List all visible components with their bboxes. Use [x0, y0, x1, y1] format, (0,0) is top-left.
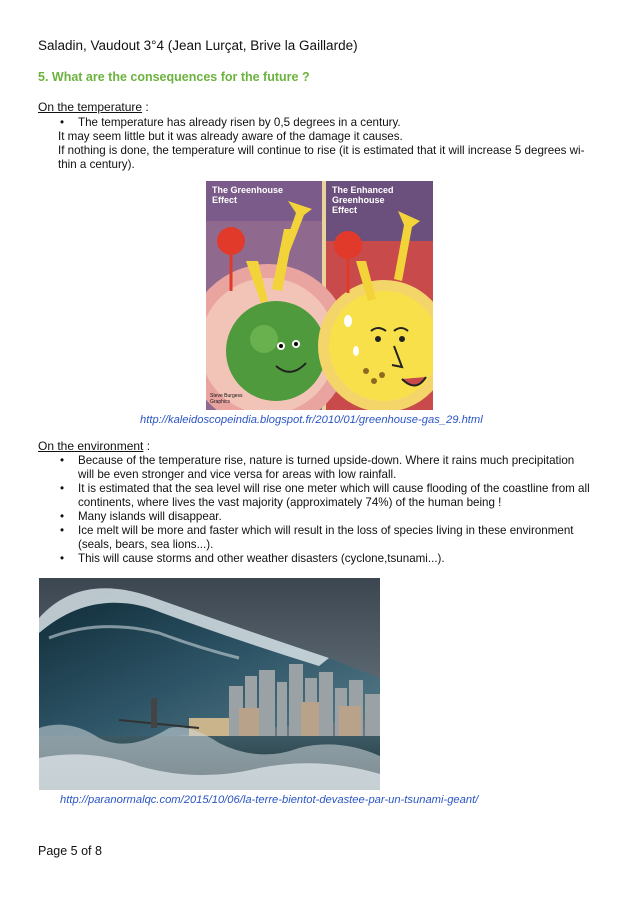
list-item: This will cause storms and other weather disasters (cyclone,tsunami...). [78, 552, 445, 565]
list-item: It is estimated that the sea level will rise one meter which will cause flooding of the coastline from all [78, 482, 590, 495]
bullet-marker: • [60, 524, 65, 537]
bullet-marker: • [60, 454, 65, 467]
temperature-line-3: If nothing is done, the temperature will continue to rise (it is estimated that it will increase 5 degrees wi- [58, 144, 585, 157]
temperature-bullets [58, 116, 401, 130]
bullet-marker: • [60, 482, 65, 495]
list-item-continuation: will be even stronger and vice versa for areas with low rainfall. [78, 468, 397, 481]
environment-heading-text: On the environment [38, 439, 144, 453]
figure2-caption-link[interactable]: http://paranormalqc.com/2015/10/06/la-terre-bientot-devastee-par-un-tsunami-geant/ [60, 794, 479, 806]
temperature-line-4: thin a century). [58, 158, 135, 171]
bullet-marker: • [60, 510, 65, 523]
list-item-continuation: (seals, bears, sea lions...). [78, 538, 214, 551]
list-item: Ice melt will be more and faster which will result in the loss of species living in these environment [78, 524, 574, 537]
bullet-marker: • [60, 552, 65, 565]
illustration-credit: Steve Burgess Graphics [210, 393, 243, 405]
list-item-continuation: continents, where lives the vast majority (approximately 74%) of the human being ! [78, 496, 502, 509]
greenhouse-effect-illustration [206, 181, 433, 410]
section-title: 5. What are the consequences for the future ? [38, 70, 310, 84]
figure1-caption-link[interactable]: http://kaleidoscopeindia.blogspot.fr/2010/01/greenhouse-gas_29.html [140, 414, 483, 426]
tsunami-city-photo [39, 578, 380, 790]
environment-heading-colon: : [143, 439, 151, 453]
environment-heading [38, 439, 150, 453]
left-panel-label: The Greenhouse Effect [212, 185, 284, 205]
list-item: • The temperature has already risen by 0,5 degrees in a century. [58, 116, 401, 130]
page-header: Saladin, Vaudout 3°4 (Jean Lurçat, Brive la Gaillarde) [38, 38, 358, 53]
temperature-heading-text: On the temperature [38, 100, 143, 114]
page-number: Page 5 of 8 [38, 844, 102, 858]
list-item: Because of the temperature rise, nature is turned upside-down. Where it rains much precipitation [78, 454, 575, 467]
greenhouse-cartoon-graphic [206, 181, 433, 410]
list-item: Many islands will disappear. [78, 510, 222, 523]
temperature-heading-colon: : [142, 100, 149, 114]
temperature-line-2: It may seem little but it was already aware of the damage it causes. [58, 130, 403, 143]
right-panel-label: The Enhanced Greenhouse Effect [332, 185, 394, 215]
temperature-heading [38, 100, 149, 114]
tsunami-scene-graphic [39, 578, 380, 790]
